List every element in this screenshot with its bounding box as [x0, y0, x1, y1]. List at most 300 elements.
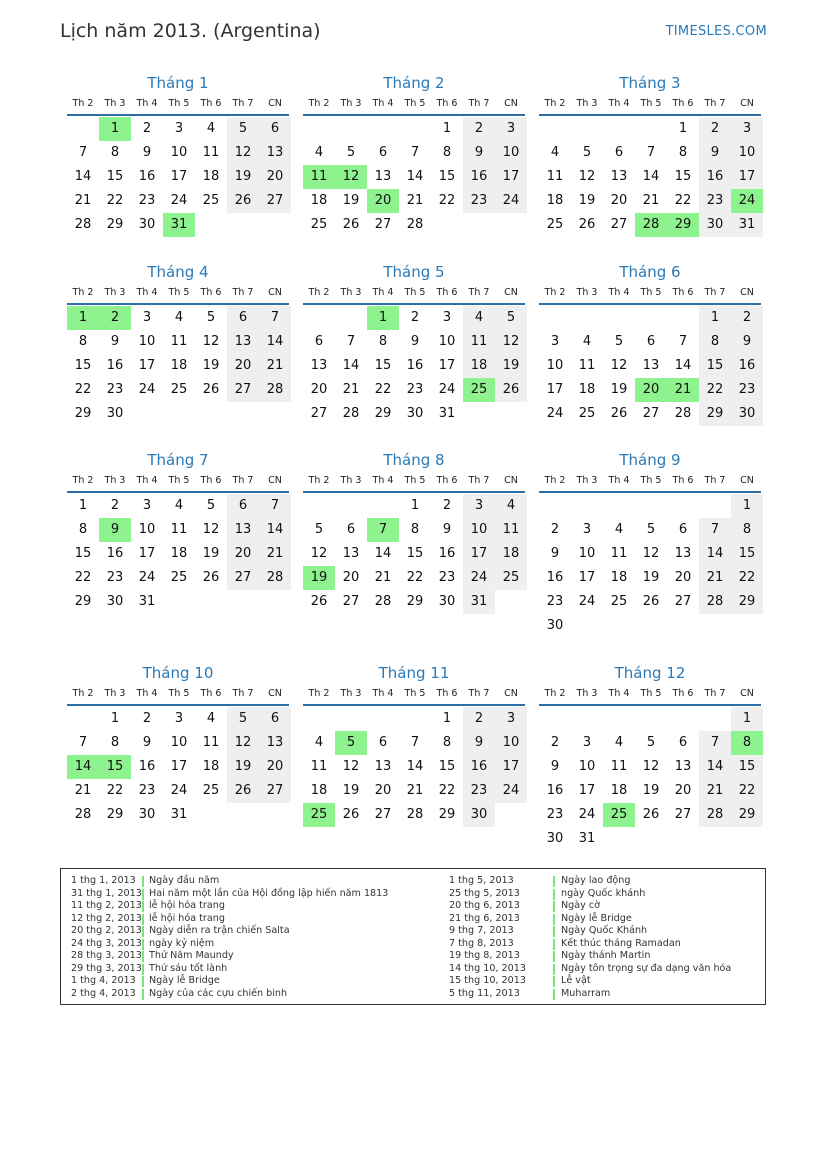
day-cell[interactable]: 23 [138, 193, 156, 208]
day-cell[interactable]: 1 [78, 498, 88, 513]
day-cell[interactable]: 17 [138, 358, 156, 373]
day-cell[interactable]: 5 [227, 707, 259, 731]
day-cell[interactable]: 13 [674, 759, 692, 774]
day-cell[interactable]: 7 [259, 306, 291, 330]
day-cell[interactable]: 15 [674, 169, 692, 184]
day-cell[interactable]: 9 [110, 334, 120, 349]
day-cell[interactable]: 12 [227, 141, 259, 165]
day-cell[interactable]: 5 [346, 145, 356, 160]
holiday-day[interactable]: 11 [303, 165, 335, 189]
day-cell[interactable]: 7 [259, 494, 291, 518]
day-cell[interactable]: 28 [699, 590, 731, 614]
day-cell[interactable]: 11 [463, 330, 495, 354]
day-cell[interactable]: 16 [546, 570, 564, 585]
day-cell[interactable]: 24 [578, 807, 596, 822]
day-cell[interactable]: 9 [550, 759, 560, 774]
day-cell[interactable]: 15 [731, 542, 763, 566]
day-cell[interactable]: 13 [259, 141, 291, 165]
day-cell[interactable]: 15 [731, 755, 763, 779]
day-cell[interactable]: 22 [438, 193, 456, 208]
day-cell[interactable]: 4 [314, 735, 324, 750]
day-cell[interactable]: 2 [442, 498, 452, 513]
day-cell[interactable]: 24 [138, 570, 156, 585]
holiday-day[interactable]: 9 [99, 518, 131, 542]
day-cell[interactable]: 6 [259, 117, 291, 141]
day-cell[interactable]: 24 [495, 779, 527, 803]
day-cell[interactable]: 28 [342, 406, 360, 421]
day-cell[interactable]: 3 [495, 707, 527, 731]
day-cell[interactable]: 20 [259, 755, 291, 779]
day-cell[interactable]: 29 [106, 217, 124, 232]
day-cell[interactable]: 1 [699, 306, 731, 330]
day-cell[interactable]: 18 [610, 570, 628, 585]
day-cell[interactable]: 10 [170, 735, 188, 750]
day-cell[interactable]: 3 [142, 498, 152, 513]
day-cell[interactable]: 8 [442, 145, 452, 160]
day-cell[interactable]: 28 [674, 406, 692, 421]
day-cell[interactable]: 31 [170, 807, 188, 822]
day-cell[interactable]: 23 [546, 807, 564, 822]
day-cell[interactable]: 30 [138, 807, 156, 822]
day-cell[interactable]: 31 [578, 831, 596, 846]
day-cell[interactable]: 14 [342, 358, 360, 373]
day-cell[interactable]: 17 [495, 165, 527, 189]
day-cell[interactable]: 8 [110, 735, 120, 750]
day-cell[interactable]: 17 [578, 570, 596, 585]
day-cell[interactable]: 24 [138, 382, 156, 397]
day-cell[interactable]: 28 [259, 378, 291, 402]
day-cell[interactable]: 7 [699, 518, 731, 542]
day-cell[interactable]: 21 [406, 783, 424, 798]
day-cell[interactable]: 21 [259, 354, 291, 378]
day-cell[interactable]: 21 [406, 193, 424, 208]
day-cell[interactable]: 26 [610, 406, 628, 421]
day-cell[interactable]: 9 [699, 141, 731, 165]
day-cell[interactable]: 14 [699, 542, 731, 566]
day-cell[interactable]: 3 [550, 334, 560, 349]
day-cell[interactable]: 26 [642, 594, 660, 609]
day-cell[interactable]: 27 [310, 406, 328, 421]
day-cell[interactable]: 23 [106, 382, 124, 397]
day-cell[interactable]: 10 [438, 334, 456, 349]
day-cell[interactable]: 28 [374, 594, 392, 609]
day-cell[interactable]: 30 [463, 803, 495, 827]
day-cell[interactable]: 7 [646, 145, 656, 160]
holiday-day[interactable]: 29 [667, 213, 699, 237]
day-cell[interactable]: 3 [174, 711, 184, 726]
day-cell[interactable]: 24 [170, 783, 188, 798]
holiday-day[interactable]: 8 [731, 731, 763, 755]
day-cell[interactable]: 26 [495, 378, 527, 402]
day-cell[interactable]: 16 [438, 546, 456, 561]
day-cell[interactable]: 8 [410, 522, 420, 537]
day-cell[interactable]: 9 [463, 731, 495, 755]
day-cell[interactable]: 9 [142, 145, 152, 160]
day-cell[interactable]: 23 [699, 189, 731, 213]
day-cell[interactable]: 18 [170, 546, 188, 561]
day-cell[interactable]: 11 [170, 334, 188, 349]
day-cell[interactable]: 15 [699, 354, 731, 378]
day-cell[interactable]: 19 [642, 783, 660, 798]
day-cell[interactable]: 19 [227, 165, 259, 189]
day-cell[interactable]: 17 [138, 546, 156, 561]
day-cell[interactable]: 8 [731, 518, 763, 542]
day-cell[interactable]: 10 [495, 731, 527, 755]
day-cell[interactable]: 23 [546, 594, 564, 609]
day-cell[interactable]: 4 [463, 306, 495, 330]
day-cell[interactable]: 27 [227, 378, 259, 402]
day-cell[interactable]: 27 [674, 807, 692, 822]
day-cell[interactable]: 13 [227, 330, 259, 354]
day-cell[interactable]: 16 [138, 169, 156, 184]
day-cell[interactable]: 12 [227, 731, 259, 755]
day-cell[interactable]: 16 [463, 755, 495, 779]
day-cell[interactable]: 9 [731, 330, 763, 354]
day-cell[interactable]: 3 [174, 121, 184, 136]
day-cell[interactable]: 30 [546, 618, 564, 633]
day-cell[interactable]: 8 [378, 334, 388, 349]
day-cell[interactable]: 23 [463, 779, 495, 803]
day-cell[interactable]: 24 [170, 193, 188, 208]
day-cell[interactable]: 3 [442, 310, 452, 325]
day-cell[interactable]: 4 [206, 711, 216, 726]
day-cell[interactable]: 6 [678, 522, 688, 537]
day-cell[interactable]: 15 [438, 169, 456, 184]
day-cell[interactable]: 16 [731, 354, 763, 378]
day-cell[interactable]: 30 [731, 402, 763, 426]
day-cell[interactable]: 3 [582, 522, 592, 537]
day-cell[interactable]: 22 [74, 570, 92, 585]
day-cell[interactable]: 3 [582, 735, 592, 750]
day-cell[interactable]: 14 [699, 755, 731, 779]
day-cell[interactable]: 17 [170, 169, 188, 184]
day-cell[interactable]: 31 [438, 406, 456, 421]
day-cell[interactable]: 22 [74, 382, 92, 397]
day-cell[interactable]: 31 [138, 594, 156, 609]
day-cell[interactable]: 12 [202, 334, 220, 349]
day-cell[interactable]: 1 [731, 494, 763, 518]
day-cell[interactable]: 5 [206, 310, 216, 325]
brand-link[interactable]: TIMESLES.COM [665, 24, 767, 39]
day-cell[interactable]: 29 [731, 590, 763, 614]
day-cell[interactable]: 11 [578, 358, 596, 373]
day-cell[interactable]: 25 [495, 566, 527, 590]
day-cell[interactable]: 28 [74, 807, 92, 822]
day-cell[interactable]: 16 [138, 759, 156, 774]
day-cell[interactable]: 21 [74, 193, 92, 208]
day-cell[interactable]: 22 [106, 193, 124, 208]
day-cell[interactable]: 14 [374, 546, 392, 561]
day-cell[interactable]: 26 [310, 594, 328, 609]
day-cell[interactable]: 16 [463, 165, 495, 189]
day-cell[interactable]: 20 [227, 354, 259, 378]
day-cell[interactable]: 12 [310, 546, 328, 561]
day-cell[interactable]: 8 [699, 330, 731, 354]
holiday-day[interactable]: 28 [635, 213, 667, 237]
day-cell[interactable]: 1 [442, 121, 452, 136]
day-cell[interactable]: 7 [410, 145, 420, 160]
day-cell[interactable]: 28 [699, 803, 731, 827]
day-cell[interactable]: 13 [259, 731, 291, 755]
day-cell[interactable]: 7 [78, 145, 88, 160]
holiday-day[interactable]: 20 [367, 189, 399, 213]
day-cell[interactable]: 21 [642, 193, 660, 208]
day-cell[interactable]: 15 [406, 546, 424, 561]
day-cell[interactable]: 22 [731, 566, 763, 590]
holiday-day[interactable]: 14 [67, 755, 99, 779]
day-cell[interactable]: 2 [463, 117, 495, 141]
day-cell[interactable]: 5 [314, 522, 324, 537]
day-cell[interactable]: 25 [310, 217, 328, 232]
day-cell[interactable]: 14 [74, 169, 92, 184]
day-cell[interactable]: 5 [227, 117, 259, 141]
day-cell[interactable]: 27 [259, 189, 291, 213]
day-cell[interactable]: 23 [463, 189, 495, 213]
day-cell[interactable]: 18 [202, 169, 220, 184]
day-cell[interactable]: 13 [674, 546, 692, 561]
day-cell[interactable]: 18 [463, 354, 495, 378]
day-cell[interactable]: 19 [202, 546, 220, 561]
day-cell[interactable]: 1 [410, 498, 420, 513]
day-cell[interactable]: 6 [227, 306, 259, 330]
day-cell[interactable]: 3 [463, 494, 495, 518]
day-cell[interactable]: 16 [106, 546, 124, 561]
day-cell[interactable]: 20 [674, 783, 692, 798]
holiday-day[interactable]: 31 [163, 213, 195, 237]
day-cell[interactable]: 18 [310, 783, 328, 798]
day-cell[interactable]: 23 [138, 783, 156, 798]
day-cell[interactable]: 3 [142, 310, 152, 325]
day-cell[interactable]: 25 [170, 382, 188, 397]
day-cell[interactable]: 4 [495, 494, 527, 518]
day-cell[interactable]: 10 [170, 145, 188, 160]
day-cell[interactable]: 6 [378, 145, 388, 160]
day-cell[interactable]: 16 [106, 358, 124, 373]
day-cell[interactable]: 13 [342, 546, 360, 561]
day-cell[interactable]: 17 [578, 783, 596, 798]
day-cell[interactable]: 4 [550, 145, 560, 160]
day-cell[interactable]: 8 [78, 522, 88, 537]
holiday-day[interactable]: 19 [303, 566, 335, 590]
day-cell[interactable]: 27 [259, 779, 291, 803]
day-cell[interactable]: 1 [110, 711, 120, 726]
day-cell[interactable]: 7 [699, 731, 731, 755]
holiday-day[interactable]: 12 [335, 165, 367, 189]
day-cell[interactable]: 6 [227, 494, 259, 518]
holiday-day[interactable]: 1 [67, 306, 99, 330]
day-cell[interactable]: 19 [578, 193, 596, 208]
day-cell[interactable]: 2 [110, 498, 120, 513]
day-cell[interactable]: 17 [463, 542, 495, 566]
day-cell[interactable]: 6 [646, 334, 656, 349]
holiday-day[interactable]: 1 [367, 306, 399, 330]
day-cell[interactable]: 5 [206, 498, 216, 513]
day-cell[interactable]: 21 [374, 570, 392, 585]
day-cell[interactable]: 20 [374, 783, 392, 798]
day-cell[interactable]: 27 [674, 594, 692, 609]
day-cell[interactable]: 19 [342, 193, 360, 208]
day-cell[interactable]: 7 [78, 735, 88, 750]
day-cell[interactable]: 4 [174, 498, 184, 513]
day-cell[interactable]: 17 [546, 382, 564, 397]
holiday-day[interactable]: 7 [367, 518, 399, 542]
day-cell[interactable]: 19 [202, 358, 220, 373]
day-cell[interactable]: 6 [346, 522, 356, 537]
day-cell[interactable]: 18 [170, 358, 188, 373]
day-cell[interactable]: 29 [106, 807, 124, 822]
day-cell[interactable]: 18 [578, 382, 596, 397]
day-cell[interactable]: 9 [142, 735, 152, 750]
day-cell[interactable]: 18 [546, 193, 564, 208]
day-cell[interactable]: 11 [610, 546, 628, 561]
day-cell[interactable]: 26 [342, 217, 360, 232]
day-cell[interactable]: 14 [642, 169, 660, 184]
day-cell[interactable]: 19 [495, 354, 527, 378]
day-cell[interactable]: 18 [610, 783, 628, 798]
day-cell[interactable]: 16 [406, 358, 424, 373]
day-cell[interactable]: 13 [227, 518, 259, 542]
day-cell[interactable]: 15 [74, 358, 92, 373]
day-cell[interactable]: 5 [646, 522, 656, 537]
day-cell[interactable]: 10 [495, 141, 527, 165]
day-cell[interactable]: 22 [731, 779, 763, 803]
day-cell[interactable]: 10 [578, 546, 596, 561]
day-cell[interactable]: 26 [202, 570, 220, 585]
holiday-day[interactable]: 25 [303, 803, 335, 827]
day-cell[interactable]: 10 [731, 141, 763, 165]
day-cell[interactable]: 20 [310, 382, 328, 397]
day-cell[interactable]: 27 [610, 217, 628, 232]
day-cell[interactable]: 6 [614, 145, 624, 160]
day-cell[interactable]: 20 [259, 165, 291, 189]
day-cell[interactable]: 31 [731, 213, 763, 237]
day-cell[interactable]: 5 [614, 334, 624, 349]
day-cell[interactable]: 11 [495, 518, 527, 542]
day-cell[interactable]: 23 [106, 570, 124, 585]
day-cell[interactable]: 3 [495, 117, 527, 141]
day-cell[interactable]: 11 [610, 759, 628, 774]
day-cell[interactable]: 20 [674, 570, 692, 585]
day-cell[interactable]: 28 [74, 217, 92, 232]
day-cell[interactable]: 21 [699, 779, 731, 803]
day-cell[interactable]: 15 [106, 169, 124, 184]
day-cell[interactable]: 17 [495, 755, 527, 779]
day-cell[interactable]: 8 [442, 735, 452, 750]
day-cell[interactable]: 6 [678, 735, 688, 750]
day-cell[interactable]: 12 [342, 759, 360, 774]
day-cell[interactable]: 18 [310, 193, 328, 208]
day-cell[interactable]: 9 [463, 141, 495, 165]
day-cell[interactable]: 23 [731, 378, 763, 402]
day-cell[interactable]: 9 [550, 546, 560, 561]
day-cell[interactable]: 10 [138, 334, 156, 349]
day-cell[interactable]: 3 [731, 117, 763, 141]
day-cell[interactable]: 13 [610, 169, 628, 184]
day-cell[interactable]: 22 [406, 570, 424, 585]
day-cell[interactable]: 9 [442, 522, 452, 537]
day-cell[interactable]: 12 [495, 330, 527, 354]
holiday-day[interactable]: 21 [667, 378, 699, 402]
day-cell[interactable]: 14 [674, 358, 692, 373]
day-cell[interactable]: 13 [642, 358, 660, 373]
day-cell[interactable]: 21 [259, 542, 291, 566]
day-cell[interactable]: 4 [582, 334, 592, 349]
day-cell[interactable]: 25 [546, 217, 564, 232]
day-cell[interactable]: 22 [106, 783, 124, 798]
holiday-day[interactable]: 5 [335, 731, 367, 755]
day-cell[interactable]: 10 [578, 759, 596, 774]
day-cell[interactable]: 19 [342, 783, 360, 798]
day-cell[interactable]: 2 [142, 121, 152, 136]
day-cell[interactable]: 25 [170, 570, 188, 585]
day-cell[interactable]: 24 [463, 566, 495, 590]
day-cell[interactable]: 26 [227, 779, 259, 803]
day-cell[interactable]: 23 [438, 570, 456, 585]
day-cell[interactable]: 9 [410, 334, 420, 349]
day-cell[interactable]: 29 [406, 594, 424, 609]
day-cell[interactable]: 30 [406, 406, 424, 421]
day-cell[interactable]: 2 [142, 711, 152, 726]
day-cell[interactable]: 28 [406, 807, 424, 822]
day-cell[interactable]: 25 [202, 783, 220, 798]
day-cell[interactable]: 14 [259, 330, 291, 354]
day-cell[interactable]: 21 [699, 566, 731, 590]
day-cell[interactable]: 25 [202, 193, 220, 208]
day-cell[interactable]: 30 [546, 831, 564, 846]
day-cell[interactable]: 10 [463, 518, 495, 542]
day-cell[interactable]: 26 [342, 807, 360, 822]
day-cell[interactable]: 24 [546, 406, 564, 421]
day-cell[interactable]: 15 [74, 546, 92, 561]
day-cell[interactable]: 2 [699, 117, 731, 141]
day-cell[interactable]: 16 [699, 165, 731, 189]
day-cell[interactable]: 13 [374, 759, 392, 774]
holiday-day[interactable]: 15 [99, 755, 131, 779]
day-cell[interactable]: 27 [374, 807, 392, 822]
day-cell[interactable]: 20 [610, 193, 628, 208]
day-cell[interactable]: 27 [342, 594, 360, 609]
day-cell[interactable]: 30 [438, 594, 456, 609]
day-cell[interactable]: 6 [314, 334, 324, 349]
day-cell[interactable]: 12 [578, 169, 596, 184]
day-cell[interactable]: 4 [206, 121, 216, 136]
day-cell[interactable]: 2 [410, 310, 420, 325]
day-cell[interactable]: 19 [610, 382, 628, 397]
day-cell[interactable]: 30 [699, 213, 731, 237]
day-cell[interactable]: 5 [582, 145, 592, 160]
day-cell[interactable]: 31 [463, 590, 495, 614]
holiday-day[interactable]: 25 [603, 803, 635, 827]
day-cell[interactable]: 2 [731, 306, 763, 330]
day-cell[interactable]: 5 [646, 735, 656, 750]
day-cell[interactable]: 8 [110, 145, 120, 160]
day-cell[interactable]: 13 [310, 358, 328, 373]
day-cell[interactable]: 1 [678, 121, 688, 136]
day-cell[interactable]: 7 [410, 735, 420, 750]
day-cell[interactable]: 30 [138, 217, 156, 232]
day-cell[interactable]: 29 [699, 402, 731, 426]
holiday-day[interactable]: 25 [463, 378, 495, 402]
day-cell[interactable]: 12 [642, 546, 660, 561]
day-cell[interactable]: 15 [374, 358, 392, 373]
day-cell[interactable]: 27 [374, 217, 392, 232]
day-cell[interactable]: 12 [642, 759, 660, 774]
day-cell[interactable]: 4 [614, 522, 624, 537]
day-cell[interactable]: 28 [259, 566, 291, 590]
day-cell[interactable]: 21 [342, 382, 360, 397]
day-cell[interactable]: 26 [578, 217, 596, 232]
day-cell[interactable]: 17 [438, 358, 456, 373]
